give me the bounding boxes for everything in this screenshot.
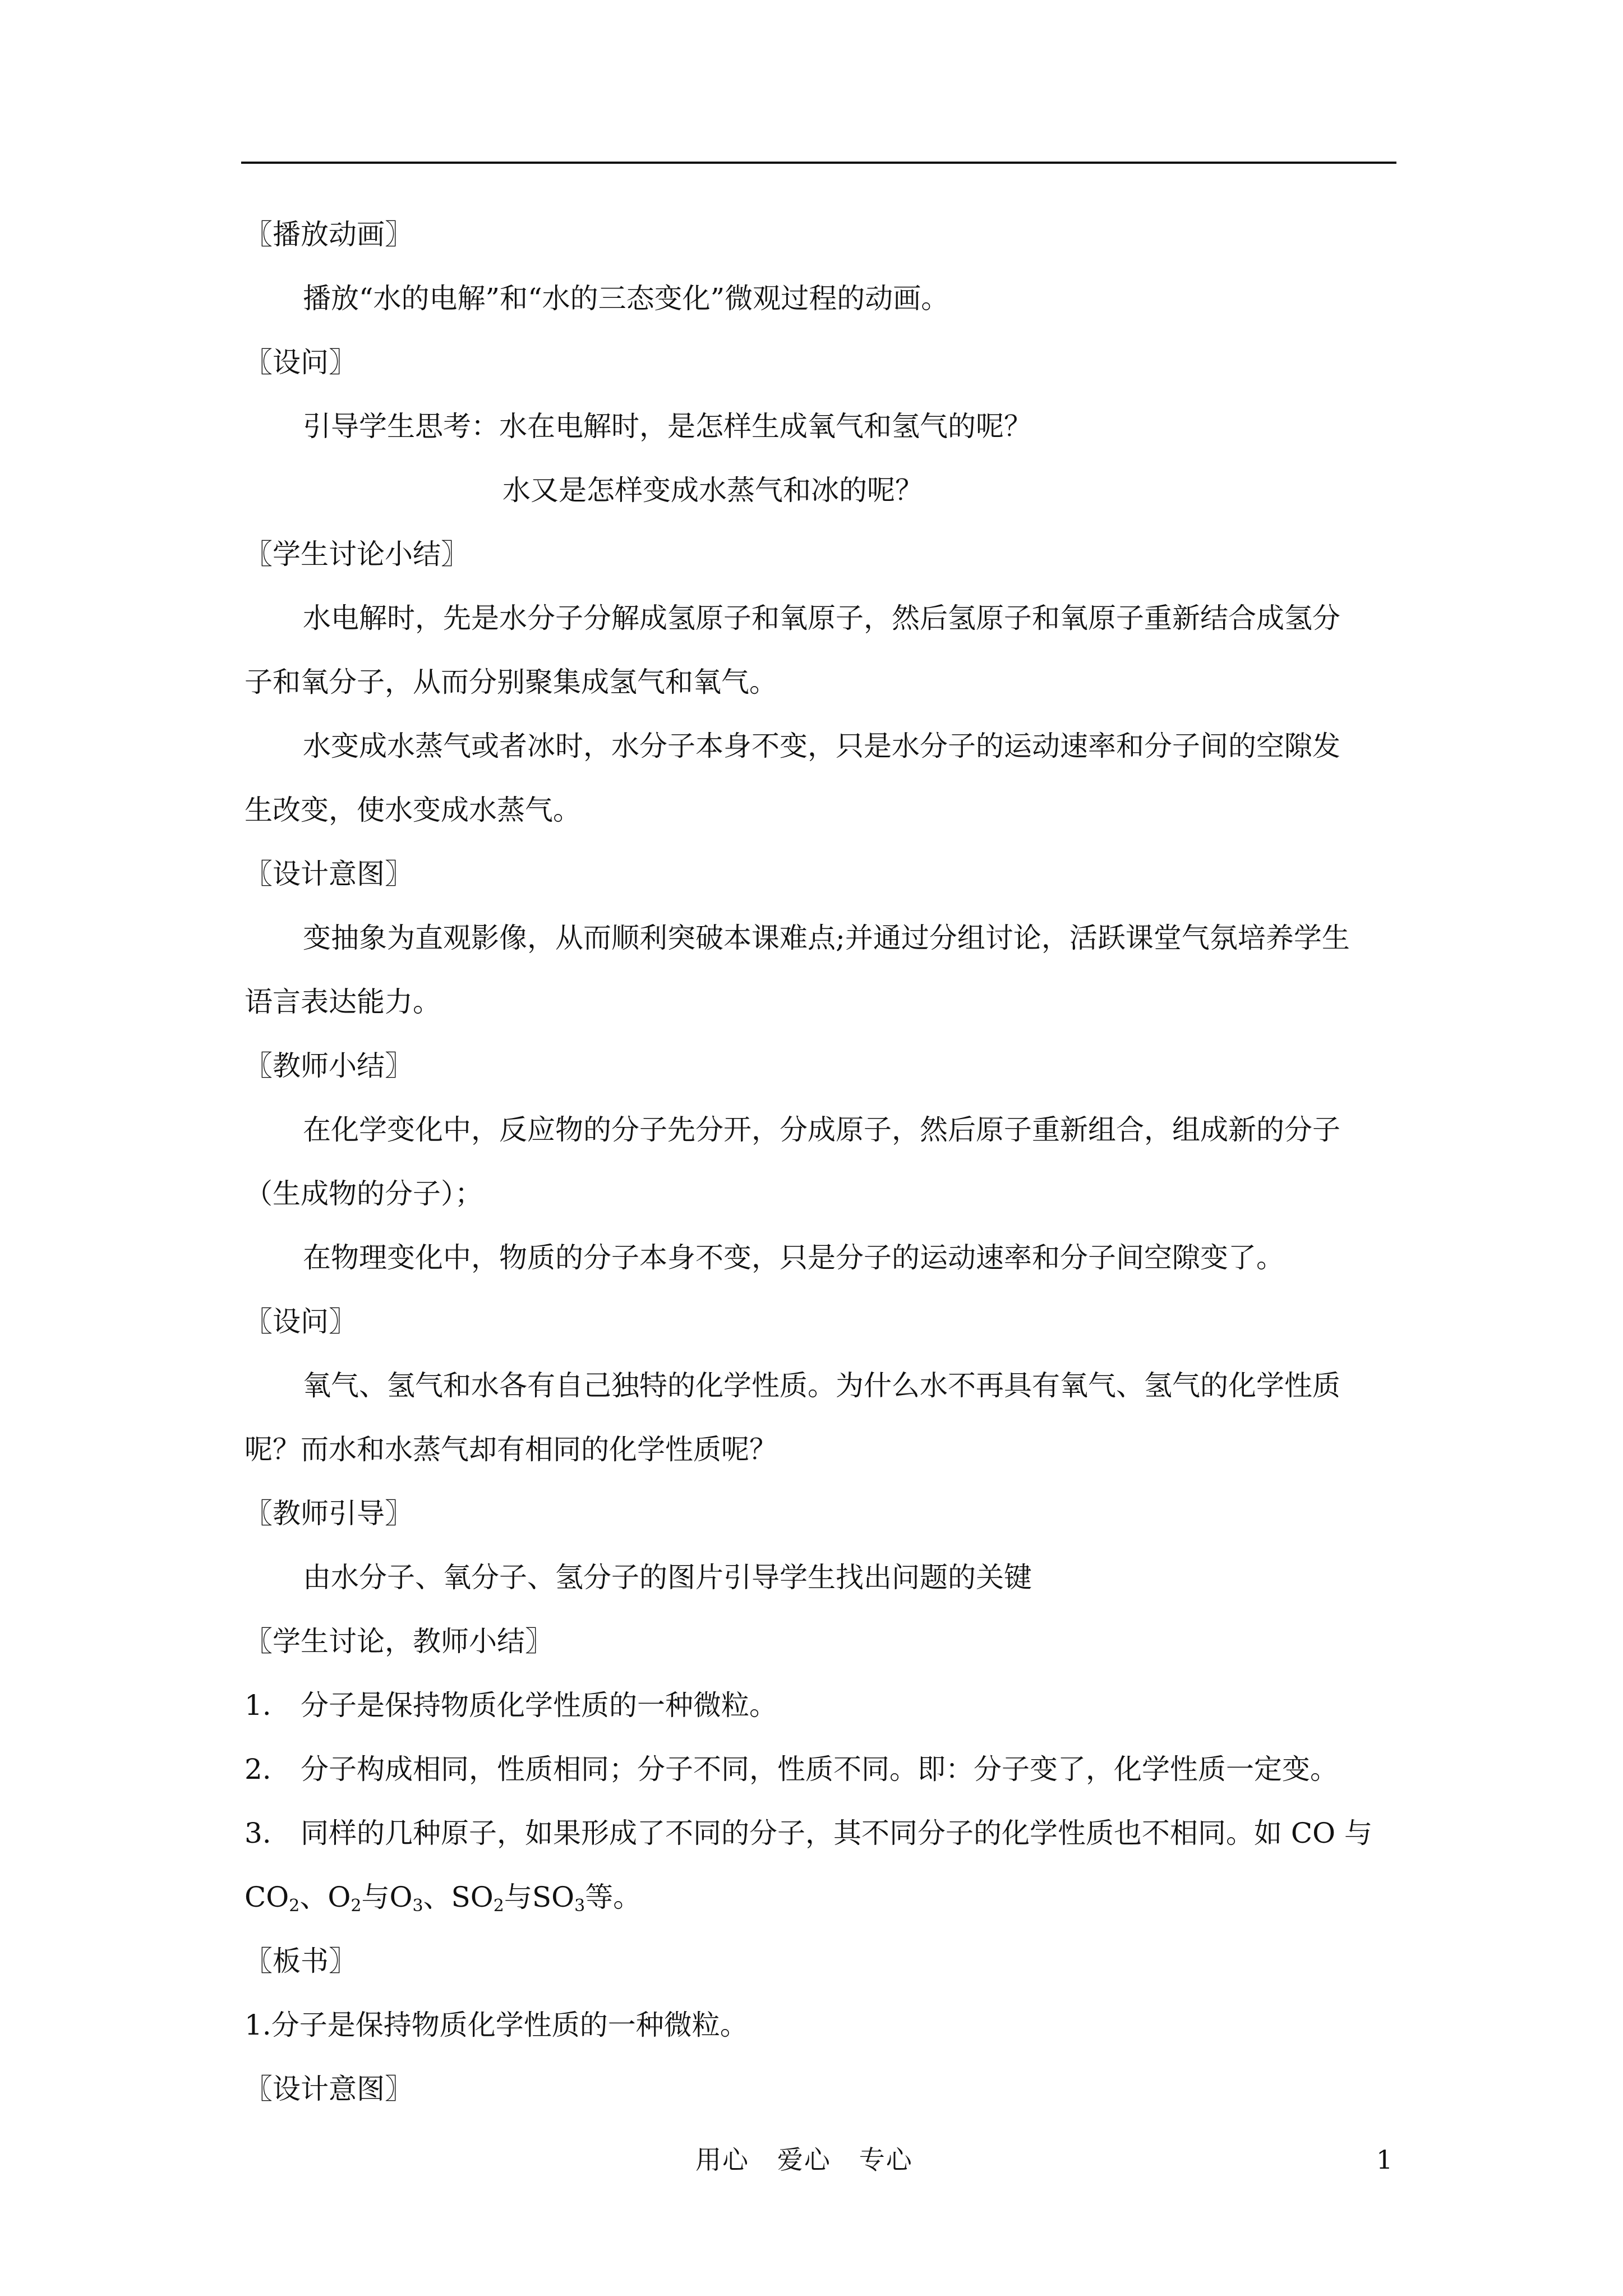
formula-so2: $SO_2$ bbox=[451, 1881, 504, 1916]
heading-discussion-summary: 〖学生讨论，教师小结〗 bbox=[245, 1625, 553, 1658]
paragraph-continuation: 语言表达能力。 bbox=[245, 986, 441, 1018]
document-body bbox=[245, 214, 1398, 2133]
formula-so3: $SO_3$ bbox=[532, 1881, 585, 1916]
numbered-item bbox=[245, 1685, 1398, 1749]
formula-o3: $O_3$ bbox=[389, 1881, 423, 1916]
item-number: 3. bbox=[245, 1817, 271, 1849]
heading-teacher-summary: 〖教师小结〗 bbox=[245, 1050, 413, 1082]
heading-board-writing: 〖板书〗 bbox=[245, 1945, 357, 1977]
numbered-item bbox=[245, 1749, 1398, 1813]
board-writing-text: 1.分子是保持物质化学性质的一种微粒。 bbox=[245, 2009, 748, 2041]
heading-student-discussion: 〖学生讨论小结〗 bbox=[245, 538, 469, 570]
item-text: 同样的几种原子，如果形成了不同的分子，其不同分子的化学性质也不相同。如 CO 与 bbox=[301, 1817, 1373, 1849]
item-number: 1. bbox=[245, 1689, 271, 1722]
paragraph: 水变成水蒸气或者冰时，水分子本身不变，只是水分子的运动速率和分子间的空隙发 bbox=[303, 730, 1340, 762]
heading-question: 〖设问〗 bbox=[245, 346, 357, 379]
formula-o2: $O_2$ bbox=[328, 1881, 362, 1916]
numbered-item bbox=[245, 1813, 1398, 1877]
formula-co2: $CO_2$ bbox=[245, 1881, 300, 1916]
page-number: 1 bbox=[1376, 2145, 1393, 2175]
item-number: 2. bbox=[245, 1753, 271, 1786]
conjunction: 与 bbox=[361, 1881, 390, 1913]
paragraph: 水又是怎样变成水蒸气和冰的呢？ bbox=[502, 474, 923, 507]
paragraph: 水电解时，先是水分子分解成氢原子和氧原子，然后氢原子和氧原子重新结合成氢分 bbox=[303, 602, 1340, 634]
paragraph-continuation: 呢？而水和水蒸气却有相同的化学性质呢？ bbox=[245, 1433, 777, 1466]
paragraph: 在物理变化中，物质的分子本身不变，只是分子的运动速率和分子间空隙变了。 bbox=[303, 1241, 1284, 1274]
conjunction: 与 bbox=[504, 1881, 532, 1913]
page-footer bbox=[0, 2140, 1623, 2179]
heading-teacher-guidance: 〖教师引导〗 bbox=[245, 1497, 413, 1530]
paragraph: 播放“水的电解”和“水的三态变化”微观过程的动画。 bbox=[303, 282, 949, 315]
heading-design-intent: 〖设计意图〗 bbox=[245, 2073, 413, 2105]
separator: 、 bbox=[423, 1881, 451, 1913]
formula-line bbox=[245, 1877, 1398, 1941]
item-text: 分子构成相同，性质相同；分子不同，性质不同。即：分子变了，化学性质一定变。 bbox=[301, 1753, 1338, 1786]
heading-design-intent: 〖设计意图〗 bbox=[245, 858, 413, 890]
heading-question: 〖设问〗 bbox=[245, 1305, 357, 1338]
paragraph-continuation: （生成物的分子）； bbox=[245, 1177, 483, 1210]
paragraph: 氧气、氢气和水各有自己独特的化学性质。为什么水不再具有氧气、氢气的化学性质 bbox=[303, 1369, 1340, 1402]
separator: 、 bbox=[299, 1881, 328, 1913]
paragraph-continuation: 子和氧分子，从而分别聚集成氢气和氧气。 bbox=[245, 666, 777, 698]
paragraph: 在化学变化中，反应物的分子先分开，分成原子，然后原子重新组合，组成新的分子 bbox=[303, 1114, 1340, 1146]
paragraph: 引导学生思考：水在电解时，是怎样生成氧气和氢气的呢？ bbox=[303, 410, 1032, 443]
header-rule bbox=[241, 162, 1396, 164]
formula-tail: 等。 bbox=[585, 1881, 642, 1913]
footer-motto: 用心 爱心 专心 bbox=[695, 2145, 913, 2175]
paragraph-continuation: 生改变，使水变成水蒸气。 bbox=[245, 794, 581, 826]
item-text: 分子是保持物质化学性质的一种微粒。 bbox=[301, 1689, 777, 1722]
heading-play-animation: 〖播放动画〗 bbox=[245, 218, 413, 251]
paragraph: 由水分子、氧分子、氢分子的图片引导学生找出问题的关键 bbox=[303, 1561, 1032, 1594]
paragraph: 变抽象为直观影像，从而顺利突破本课难点;并通过分组讨论，活跃课堂气氛培养学生 bbox=[303, 922, 1350, 954]
